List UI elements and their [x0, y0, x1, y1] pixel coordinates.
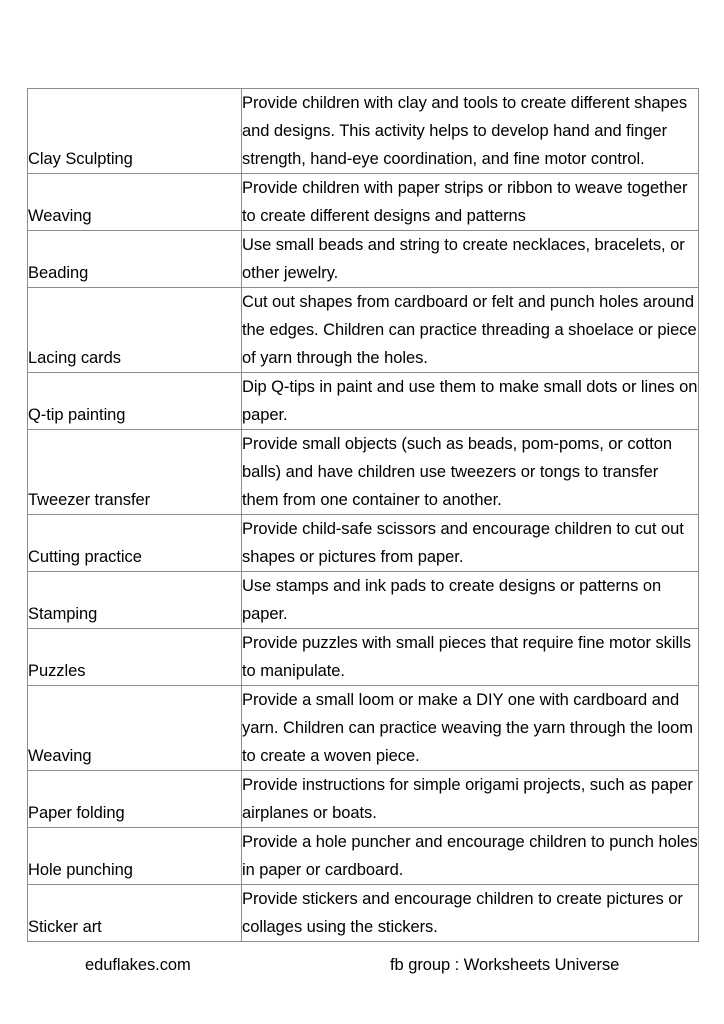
table-row — [28, 288, 699, 373]
activity-name-cell — [28, 174, 242, 231]
table-row — [28, 629, 699, 686]
table-row — [28, 89, 699, 174]
activity-description-cell — [242, 89, 699, 174]
activity-description: Provide children with paper strips or ribbon to weave together to create different designs and patterns — [242, 179, 688, 225]
activity-name: Stamping — [28, 605, 98, 623]
activity-description: Provide stickers and encourage children to create pictures or collages using the stickers. — [242, 890, 683, 936]
activity-description: Cut out shapes from cardboard or felt and punch holes around the edges. Children can practice threading a shoelace or piece of yarn through the holes. — [242, 293, 697, 367]
activity-name: Cutting practice — [28, 548, 142, 566]
activity-description: Dip Q-tips in paint and use them to make small dots or lines on paper. — [242, 378, 698, 424]
activity-description-cell — [242, 686, 699, 771]
table-row — [28, 373, 699, 430]
activity-description-cell — [242, 373, 699, 430]
activity-description-cell — [242, 288, 699, 373]
activity-name: Q-tip painting — [28, 406, 126, 424]
activity-description: Provide instructions for simple origami projects, such as paper airplanes or boats. — [242, 776, 693, 822]
activity-name: Paper folding — [28, 804, 125, 822]
activity-description-cell — [242, 231, 699, 288]
activity-name: Puzzles — [28, 662, 86, 680]
table-row — [28, 885, 699, 942]
activity-name: Hole punching — [28, 861, 133, 879]
activity-description: Provide a hole puncher and encourage children to punch holes in paper or cardboard. — [242, 833, 698, 879]
activity-name: Weaving — [28, 747, 92, 765]
table-row — [28, 430, 699, 515]
activity-description: Provide children with clay and tools to create different shapes and designs. This activity helps to develop hand and finger strength, hand-eye coordination, and fine motor control. — [242, 94, 688, 168]
activity-description-cell — [242, 828, 699, 885]
activity-name: Sticker art — [28, 918, 102, 936]
activity-description: Provide small objects (such as beads, pom-poms, or cotton balls) and have children use tweezers or tongs to transfer them from one container to another. — [242, 435, 673, 509]
activity-name: Beading — [28, 264, 89, 282]
table-row — [28, 174, 699, 231]
activity-name-cell — [28, 828, 242, 885]
activity-name-cell — [28, 629, 242, 686]
activity-description: Use stamps and ink pads to create designs or patterns on paper. — [242, 577, 662, 623]
activity-name-cell — [28, 885, 242, 942]
activity-name: Weaving — [28, 207, 92, 225]
fine-motor-activities-table — [27, 88, 699, 942]
activity-description-cell — [242, 885, 699, 942]
activity-name-cell — [28, 231, 242, 288]
footer-fb-group: fb group : Worksheets Universe — [390, 956, 620, 974]
activity-name: Lacing cards — [28, 349, 121, 367]
activity-name: Tweezer transfer — [28, 491, 151, 509]
activity-name-cell — [28, 686, 242, 771]
activity-name-cell — [28, 771, 242, 828]
activity-description: Provide a small loom or make a DIY one with cardboard and yarn. Children can practice weaving the yarn through the loom to create a woven piece. — [242, 691, 693, 765]
activity-name-cell — [28, 288, 242, 373]
activity-name-cell — [28, 373, 242, 430]
table-row — [28, 828, 699, 885]
activity-description-cell — [242, 572, 699, 629]
activity-description-cell — [242, 629, 699, 686]
activity-name-cell — [28, 515, 242, 572]
table-row — [28, 686, 699, 771]
table-row — [28, 771, 699, 828]
activity-name: Clay Sculpting — [28, 150, 133, 168]
activity-description-cell — [242, 771, 699, 828]
activity-description-cell — [242, 174, 699, 231]
page-footer — [0, 952, 724, 982]
activity-name-cell — [28, 89, 242, 174]
activity-name-cell — [28, 572, 242, 629]
activity-description-cell — [242, 430, 699, 515]
table-body — [28, 89, 699, 942]
table-row — [28, 572, 699, 629]
activity-description: Provide child-safe scissors and encourage children to cut out shapes or pictures from paper. — [242, 520, 684, 566]
activity-description-cell — [242, 515, 699, 572]
activity-table-container — [27, 88, 698, 942]
activity-name-cell — [28, 430, 242, 515]
table-row — [28, 231, 699, 288]
footer-website: eduflakes.com — [85, 956, 191, 974]
table-row — [28, 515, 699, 572]
activity-description: Use small beads and string to create necklaces, bracelets, or other jewelry. — [242, 236, 685, 282]
activity-description: Provide puzzles with small pieces that require fine motor skills to manipulate. — [242, 634, 691, 680]
